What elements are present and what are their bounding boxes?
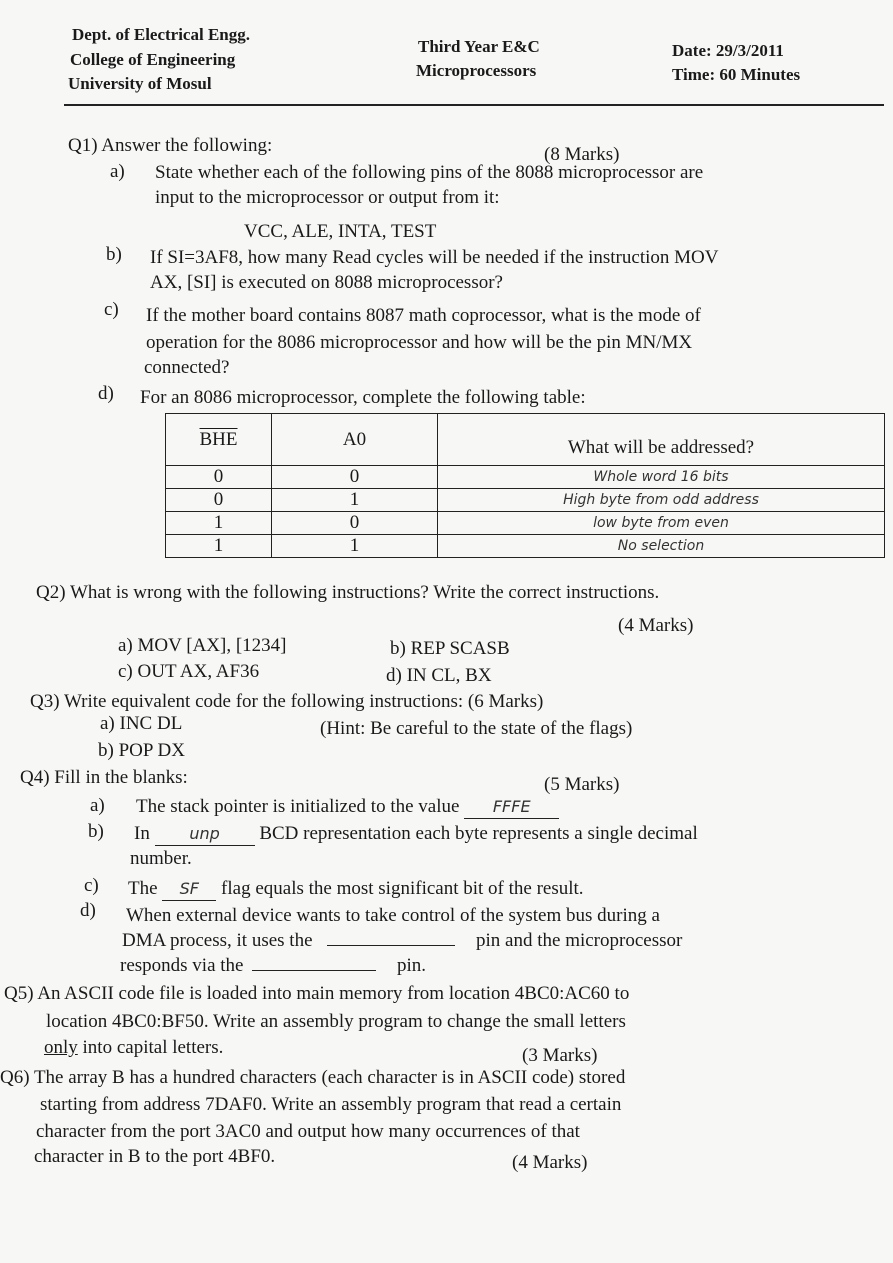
table-row: 0 0 Whole word 16 bits (166, 466, 885, 489)
q1-title: Q1) Answer the following: (68, 135, 273, 156)
q1a-pins: VCC, ALE, INTA, TEST (244, 221, 437, 242)
q4d-line-2 (122, 929, 682, 952)
q3b: b) POP DX (98, 740, 185, 761)
q5-only: only (44, 1037, 78, 1058)
q4b-line (134, 822, 698, 846)
q1d-label: d) (98, 383, 114, 404)
q2-marks: (4 Marks) (618, 615, 694, 636)
q4b-text-2: number. (130, 848, 192, 869)
q5-line-3 (44, 1036, 223, 1059)
answer-cell[interactable]: No selection (438, 535, 885, 558)
university-name: University of Mosul (68, 74, 212, 93)
q6-line-4: character in B to the port 4BF0. (34, 1146, 276, 1167)
answer-cell[interactable]: High byte from odd address (438, 489, 885, 512)
q1-marks: (8 Marks) (544, 144, 620, 165)
q4a-text: The stack pointer is initialized to the value (136, 796, 460, 817)
exam-time: Time: 60 Minutes (672, 65, 801, 84)
q4c-pre: The (128, 878, 158, 899)
q4c-post: flag equals the most significant bit of the result. (221, 878, 584, 899)
q2c: c) OUT AX, AF36 (118, 661, 260, 682)
q4d-text-3a: responds via the (120, 955, 244, 976)
q1b-text-2: AX, [SI] is executed on 8088 microprocessor? (150, 272, 503, 293)
q4b-post: BCD representation each byte represents a single decimal (259, 823, 698, 844)
q5-line-2: location 4BC0:BF50. Write an assembly program to change the small letters (46, 1011, 626, 1032)
q1a-text-1: State whether each of the following pins of the 8088 microprocessor are (155, 162, 704, 183)
q4d-text-2a: DMA process, it uses the (122, 930, 313, 951)
q1a-label: a) (110, 161, 125, 182)
q4a-blank[interactable]: FFFE (464, 795, 559, 819)
q1c-text-1: If the mother board contains 8087 math coprocessor, what is the mode of (146, 305, 701, 326)
q1b-label: b) (106, 244, 122, 265)
header-divider (64, 104, 884, 106)
q6-line-2: starting from address 7DAF0. Write an assembly program that read a certain (40, 1094, 622, 1115)
q4a-label: a) (90, 795, 105, 816)
q3-hint: (Hint: Be careful to the state of the flags) (320, 718, 633, 739)
address-table (165, 413, 885, 558)
q1c-text-3: connected? (144, 357, 230, 378)
q1a-text-2: input to the microprocessor or output from it: (155, 187, 500, 208)
q6-line-3: character from the port 3AC0 and output how many occurrences of that (36, 1121, 580, 1142)
q4d-line-3 (120, 954, 426, 977)
q4d-label: d) (80, 900, 96, 921)
q4a-line (136, 795, 559, 819)
q4c-blank[interactable]: SF (162, 877, 216, 901)
q4-title: Q4) Fill in the blanks: (20, 767, 188, 788)
table-row: 1 0 low byte from even (166, 512, 885, 535)
q3-title: Q3) Write equivalent code for the following instructions: (6 Marks) (30, 691, 544, 712)
q4d-text-2b: pin and the microprocessor (476, 930, 683, 951)
q5-marks: (3 Marks) (522, 1045, 598, 1066)
q4d-text-1: When external device wants to take control of the system bus during a (126, 905, 660, 926)
college-name: College of Engineering (70, 50, 236, 69)
q4b-blank[interactable]: unp (155, 822, 255, 846)
q1d-text: For an 8086 microprocessor, complete the following table: (140, 387, 586, 408)
q5-line-3b: into capital letters. (77, 1037, 224, 1058)
table-row: 1 1 No selection (166, 535, 885, 558)
header-a0: A0 (272, 414, 438, 466)
q4-marks: (5 Marks) (544, 774, 620, 795)
q2d: d) IN CL, BX (386, 665, 492, 686)
q1b-text-1: If SI=3AF8, how many Read cycles will be needed if the instruction MOV (150, 247, 719, 268)
class-year: Third Year E&C (418, 37, 540, 56)
q2b: b) REP SCASB (390, 638, 510, 659)
q4d-text-3b: pin. (396, 955, 427, 976)
subject-name: Microprocessors (416, 61, 537, 80)
exam-date: Date: 29/3/2011 (672, 41, 784, 60)
q1c-label: c) (104, 299, 119, 320)
q4d-blank-1[interactable] (327, 933, 455, 946)
table-row: 0 1 High byte from odd address (166, 489, 885, 512)
q4c-label: c) (84, 875, 99, 896)
answer-cell[interactable]: low byte from even (438, 512, 885, 535)
q1c-text-2: operation for the 8086 microprocessor and how will be the pin MN/MX (146, 332, 693, 353)
q6-line-1: Q6) The array B has a hundred characters (each character is in ASCII code) stored (0, 1067, 626, 1088)
q6-marks: (4 Marks) (512, 1152, 588, 1173)
q2-title: Q2) What is wrong with the following instructions? Write the correct instructions. (36, 582, 660, 603)
q4b-pre: In (134, 823, 150, 844)
q4d-blank-2[interactable] (252, 958, 376, 971)
answer-cell[interactable]: Whole word 16 bits (438, 466, 885, 489)
q4c-line (128, 877, 584, 901)
header-bhe: $\overline{BHE}$ (166, 414, 272, 466)
header-addressed: What will be addressed? (438, 414, 885, 466)
q2a: a) MOV [AX], [1234] (118, 635, 287, 656)
dept-name: Dept. of Electrical Engg. (72, 25, 250, 44)
q3a: a) INC DL (100, 713, 183, 734)
q5-line-1: Q5) An ASCII code file is loaded into main memory from location 4BC0:AC60 to (4, 983, 630, 1004)
table-header-row (166, 414, 885, 466)
q4b-label: b) (88, 821, 104, 842)
